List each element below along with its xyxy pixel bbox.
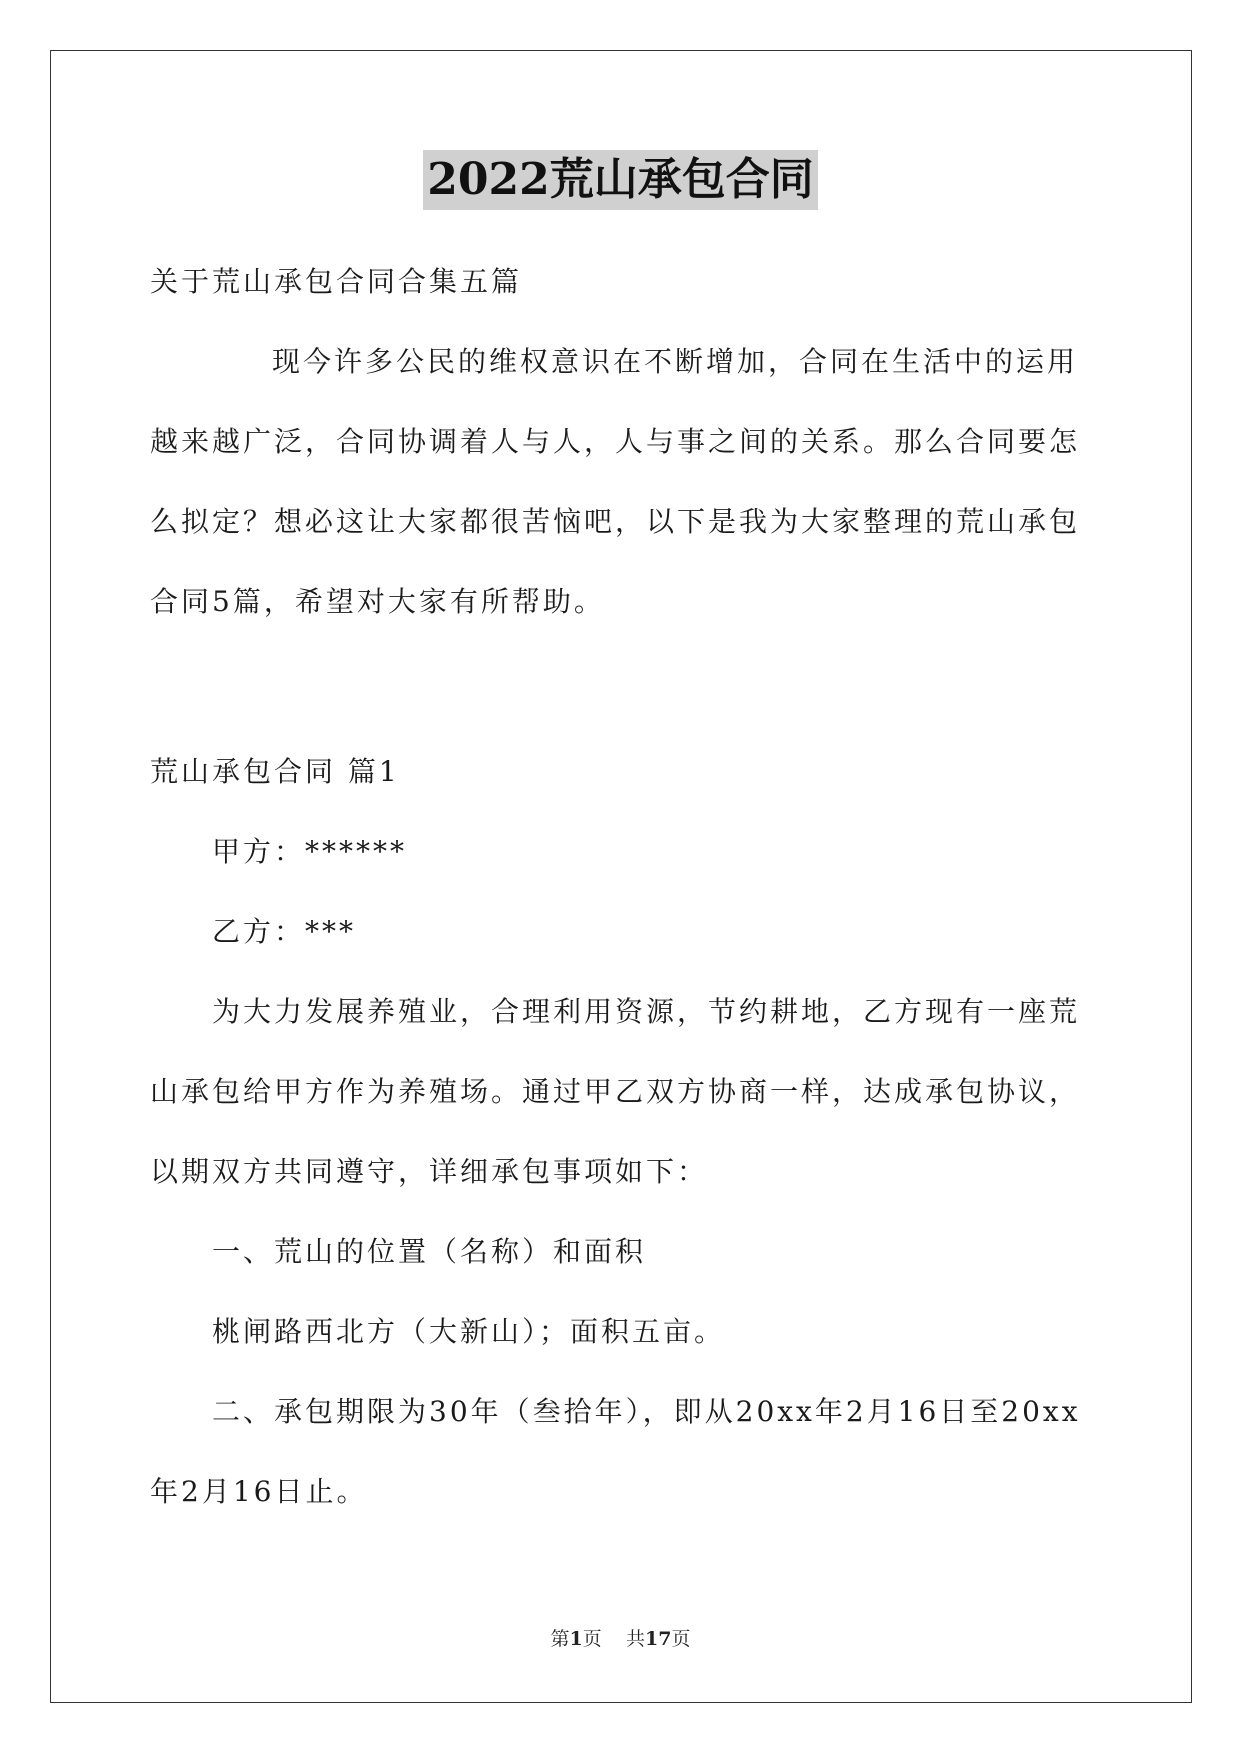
intro-line-4: 合同5篇，希望对大家有所帮助。 [150, 585, 605, 618]
clause-2-line-1: 二、承包期限为30年（叁拾年），即从20xx年2月16日至20xx [212, 1395, 1081, 1428]
paragraph-line-2: 山承包给甲方作为养殖场。通过甲乙双方协商一样，达成承包协议， [150, 1075, 1081, 1108]
paragraph-line-1: 为大力发展养殖业，合理利用资源，节约耕地，乙方现有一座荒 [212, 995, 1081, 1028]
clause-1-text: 桃闸路西北方（大新山）；面积五亩。 [212, 1315, 726, 1348]
party-b: 乙方：*** [212, 915, 357, 948]
footer-page-unit: 页 [582, 1628, 602, 1650]
footer-page-prefix: 第 [550, 1628, 570, 1650]
footer-total-unit: 页 [671, 1628, 691, 1650]
footer-page-current: 1 [569, 1628, 583, 1650]
title-container [0, 150, 1241, 210]
paragraph-line-3: 以期双方共同遵守，详细承包事项如下： [150, 1155, 709, 1188]
page-footer [0, 1625, 1241, 1653]
document-subtitle: 关于荒山承包合同合集五篇 [150, 265, 523, 298]
clause-2-line-2: 年2月16日止。 [150, 1475, 368, 1508]
section-heading: 荒山承包合同 篇1 [150, 755, 400, 788]
footer-total-prefix: 共 [625, 1628, 645, 1650]
intro-line-3: 么拟定？想必这让大家都很苦恼吧，以下是我为大家整理的荒山承包 [150, 505, 1081, 538]
intro-line-2: 越来越广泛，合同协调着人与人，人与事之间的关系。那么合同要怎 [150, 425, 1081, 458]
intro-line-1: 现今许多公民的维权意识在不断增加，合同在生活中的运用 [272, 345, 1079, 378]
document-title: 2022荒山承包合同 [423, 150, 817, 210]
clause-1-heading: 一、荒山的位置（名称）和面积 [212, 1235, 647, 1268]
footer-page-total: 17 [644, 1628, 672, 1650]
party-a: 甲方：****** [212, 835, 408, 868]
